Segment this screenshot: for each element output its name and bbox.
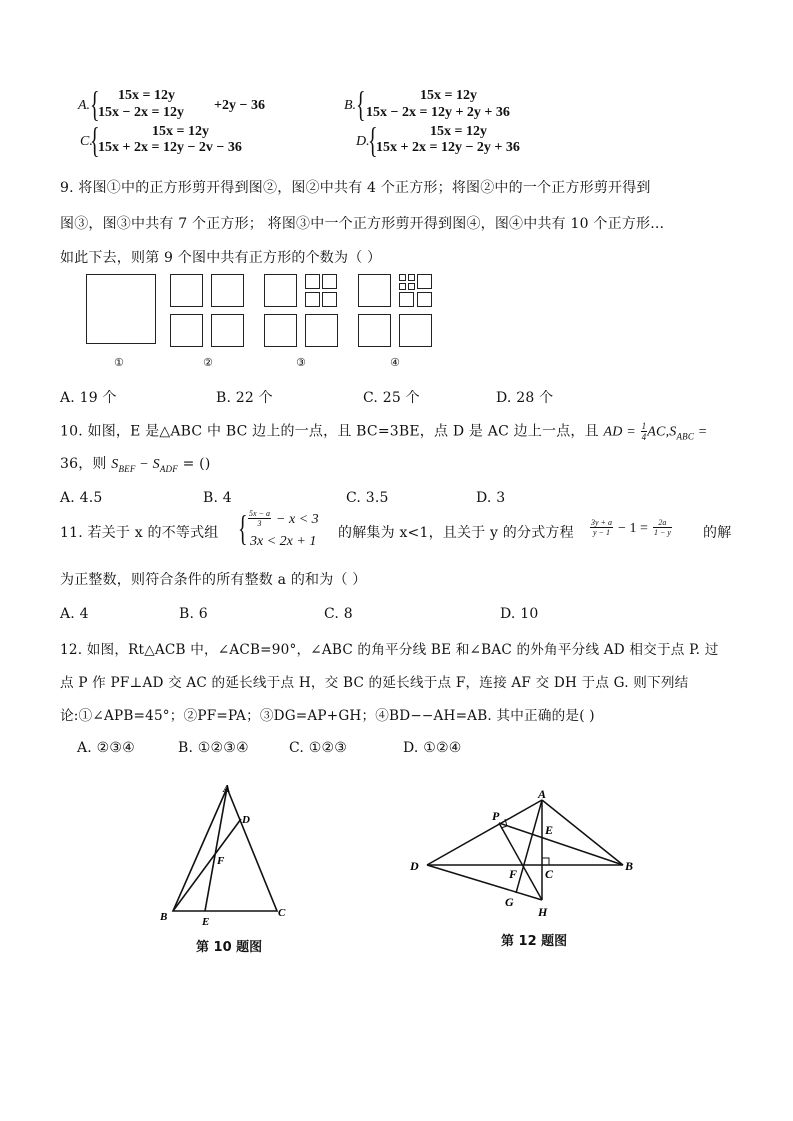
fig12-label-b: B xyxy=(625,859,634,873)
fig10-label-f: F xyxy=(217,855,225,867)
q10-frac-numerator: 1 xyxy=(641,421,647,431)
q8-option-a-letter: A. xyxy=(78,98,91,113)
q9-option-a: A. 19 个 xyxy=(60,390,117,406)
q11-eq-left-den: y − 1 xyxy=(593,528,610,537)
q9-fig4-square xyxy=(358,274,391,307)
q11-eq-left-frac xyxy=(590,518,613,537)
q8-option-b-brace: { xyxy=(356,84,366,124)
q8-option-a-eq2b: +2y − 36 xyxy=(214,98,265,113)
fig10-segment-ae xyxy=(205,788,227,911)
fig12-right-angle-c xyxy=(542,858,549,865)
q11-option-a: A. 4 xyxy=(60,606,89,622)
q10-s1: S xyxy=(111,457,119,472)
fig12-label-a: A xyxy=(538,788,547,801)
q8-option-a-eq1: 15x = 12y xyxy=(118,88,175,103)
q10-line-1 xyxy=(60,421,707,446)
q9-fig4-tiny-square xyxy=(408,283,415,290)
q8-option-c-letter: C. xyxy=(80,134,93,149)
q9-fig3-small-square xyxy=(305,274,320,289)
fig12-label-c: C xyxy=(545,867,554,881)
q9-fig4-label: ④ xyxy=(390,356,400,369)
q9-line-1: 9. 将图①中的正方形剪开得到图②，图②中共有 4 个正方形；将图②中的一个正方形剪开得到 xyxy=(60,180,651,196)
q9-fig3-small-square xyxy=(322,274,337,289)
q8-option-b-eq1: 15x = 12y xyxy=(420,88,477,103)
q11-ineq1-den: 3 xyxy=(257,519,262,528)
fig10-label-a: A xyxy=(223,783,231,795)
fig10-label-b: B xyxy=(160,911,168,923)
q11-eq-right-den: 1 − y xyxy=(653,528,671,537)
q8-option-d-eq2: 15x + 2x = 12y − 2y + 36 xyxy=(376,140,520,155)
q12-option-a: A. ②③④ xyxy=(77,740,135,756)
q10-option-d: D. 3 xyxy=(476,490,506,506)
fig12-label-h: H xyxy=(538,905,548,919)
q9-fig3-square xyxy=(264,274,297,307)
q9-fig2-square xyxy=(211,274,244,307)
q9-fig3-small-square xyxy=(305,292,320,307)
q11-ineq1-frac xyxy=(248,509,271,528)
q10-eq: = xyxy=(694,424,708,440)
q9-fig2-label: ② xyxy=(203,356,213,369)
fig12-segment-ab xyxy=(542,800,623,865)
q9-fig3-square xyxy=(305,314,338,347)
q12-line-3: 论:①∠APB=45°；②PF=PA；③DG=AP+GH；④BD−−AH=AB. 其中正确的是( ) xyxy=(60,708,595,724)
fig12-label-e: E xyxy=(545,823,554,837)
q10-option-a: A. 4.5 xyxy=(60,490,103,506)
q9-fig4-tiny-square xyxy=(408,274,415,281)
q11-ineq1-num: 5x − a xyxy=(249,509,270,518)
fig12-label-g: G xyxy=(505,895,514,909)
q11-ineq-1 xyxy=(248,508,319,528)
q8-option-d-letter: D. xyxy=(356,134,370,149)
q8-option-b-letter: B. xyxy=(344,98,357,113)
q9-fig4-small-square xyxy=(417,274,432,289)
fig10-label-e: E xyxy=(202,916,210,928)
fig12-segment-ag xyxy=(516,800,542,893)
q11-mid: 的解集为 x<1，且关于 y 的分式方程 xyxy=(338,525,574,541)
q8-option-c-eq1: 15x = 12y xyxy=(152,124,209,139)
q9-line-2: 图③，图③中共有 7 个正方形； 将图③中一个正方形剪开得到图④，图④中共有 10 个正方形… xyxy=(60,216,665,232)
q10-sub-abc: ABC xyxy=(676,431,695,442)
q10-text-2: 36，则 xyxy=(60,456,112,472)
q11-eq-left-num: 3y + a xyxy=(591,518,612,527)
fig10-label-d: D xyxy=(242,814,250,826)
q8-option-d-eq1: 15x = 12y xyxy=(430,124,487,139)
q11-option-b: B. 6 xyxy=(179,606,208,622)
q11-ineq-2: 3x < 2x + 1 xyxy=(250,534,317,549)
q12-line-1: 12. 如图，Rt△ACB 中，∠ACB=90°，∠ABC 的角平分线 BE 和∠BAC 的外角平分线 AD 相交于点 P. 过 xyxy=(60,642,719,658)
q11-line-2: 为正整数，则符合条件的所有整数 a 的和为（ ） xyxy=(60,572,367,588)
q10-sub-bef: BEF xyxy=(118,463,136,474)
q9-option-d: D. 28 个 xyxy=(496,390,554,406)
q9-fig3-square xyxy=(264,314,297,347)
q11-post: 的解 xyxy=(703,525,732,541)
q12-option-d: D. ①②④ xyxy=(403,740,462,756)
q11-brace: { xyxy=(238,508,248,548)
q9-line-3: 如此下去，则第 9 个图中共有正方形的个数为（ ） xyxy=(60,250,382,266)
q9-fig2-square xyxy=(211,314,244,347)
q10-ac-s: AC,S xyxy=(647,424,677,440)
q8-option-c-eq2: 15x + 2x = 12y − 2v − 36 xyxy=(98,140,242,155)
fig12-caption: 第 12 题图 xyxy=(501,934,568,949)
q9-fig4-small-square xyxy=(399,292,414,307)
q9-fig2-square xyxy=(170,274,203,307)
q12-option-b: B. ①②③④ xyxy=(178,740,249,756)
q9-fig4-square xyxy=(399,314,432,347)
q8-option-c-brace: { xyxy=(90,120,100,160)
q10-text: 10. 如图，E 是△ABC 中 BC 边上的一点，且 BC=3BE，点 D 是 AC 边上一点，且 xyxy=(60,423,599,440)
q10-line-2 xyxy=(60,454,210,479)
fig10-caption: 第 10 题图 xyxy=(196,940,263,955)
fig12-segment-pb xyxy=(499,823,623,865)
figure-12 xyxy=(404,788,644,928)
q9-fig3-small-square xyxy=(322,292,337,307)
q9-fig4-square xyxy=(358,314,391,347)
q8-option-b-eq2: 15x − 2x = 12y + 2y + 36 xyxy=(366,105,510,120)
q9-fig4-tiny-square xyxy=(399,283,406,290)
q10-ad: AD = xyxy=(603,424,636,440)
q9-fig2-square xyxy=(170,314,203,347)
q9-fig4-small-square xyxy=(417,292,432,307)
q10-option-b: B. 4 xyxy=(203,490,232,506)
fig12-label-p: P xyxy=(492,809,500,823)
q12-line-2: 点 P 作 PF⊥AD 交 AC 的延长线于点 H，交 BC 的延长线于点 F，连接 AF 交 DH 于点 G. 则下列结 xyxy=(60,675,689,691)
q11-equation xyxy=(590,517,672,537)
q11-eq-right-num: 2a xyxy=(653,518,672,528)
fig10-label-c: C xyxy=(278,907,286,919)
q10-tail: = () xyxy=(177,456,211,472)
q8-option-d-brace: { xyxy=(368,120,378,160)
fig12-label-f: F xyxy=(509,867,518,881)
q11-pre: 11. 若关于 x 的不等式组 xyxy=(60,525,219,541)
q8-option-a-brace: { xyxy=(90,84,100,124)
q9-option-b: B. 22 个 xyxy=(216,390,273,406)
fig12-label-d: D xyxy=(410,859,419,873)
q11-option-d: D. 10 xyxy=(500,606,539,622)
q11-ineq1-rest: − x < 3 xyxy=(276,512,319,527)
q12-option-c: C. ①②③ xyxy=(289,740,347,756)
q9-option-c: C. 25 个 xyxy=(363,390,420,406)
q11-eq-mid: − 1 = xyxy=(618,521,648,536)
q9-fig3-label: ③ xyxy=(296,356,306,369)
q9-fig4-tiny-square xyxy=(399,274,406,281)
q10-sub-adf: ADF xyxy=(159,463,178,474)
q9-fig1-label: ① xyxy=(114,356,124,369)
q8-option-a-eq2a: 15x − 2x = 12y xyxy=(98,105,184,120)
q9-fig1-square xyxy=(86,274,156,344)
fig10-triangle-abc xyxy=(173,788,277,911)
figure-10 xyxy=(150,778,300,928)
q10-minus-s: − S xyxy=(135,457,160,472)
q11-eq-right-frac xyxy=(653,518,672,537)
q11-option-c: C. 8 xyxy=(324,606,353,622)
q10-option-c: C. 3.5 xyxy=(346,490,389,506)
q10-frac-denominator: 4 xyxy=(641,432,647,442)
